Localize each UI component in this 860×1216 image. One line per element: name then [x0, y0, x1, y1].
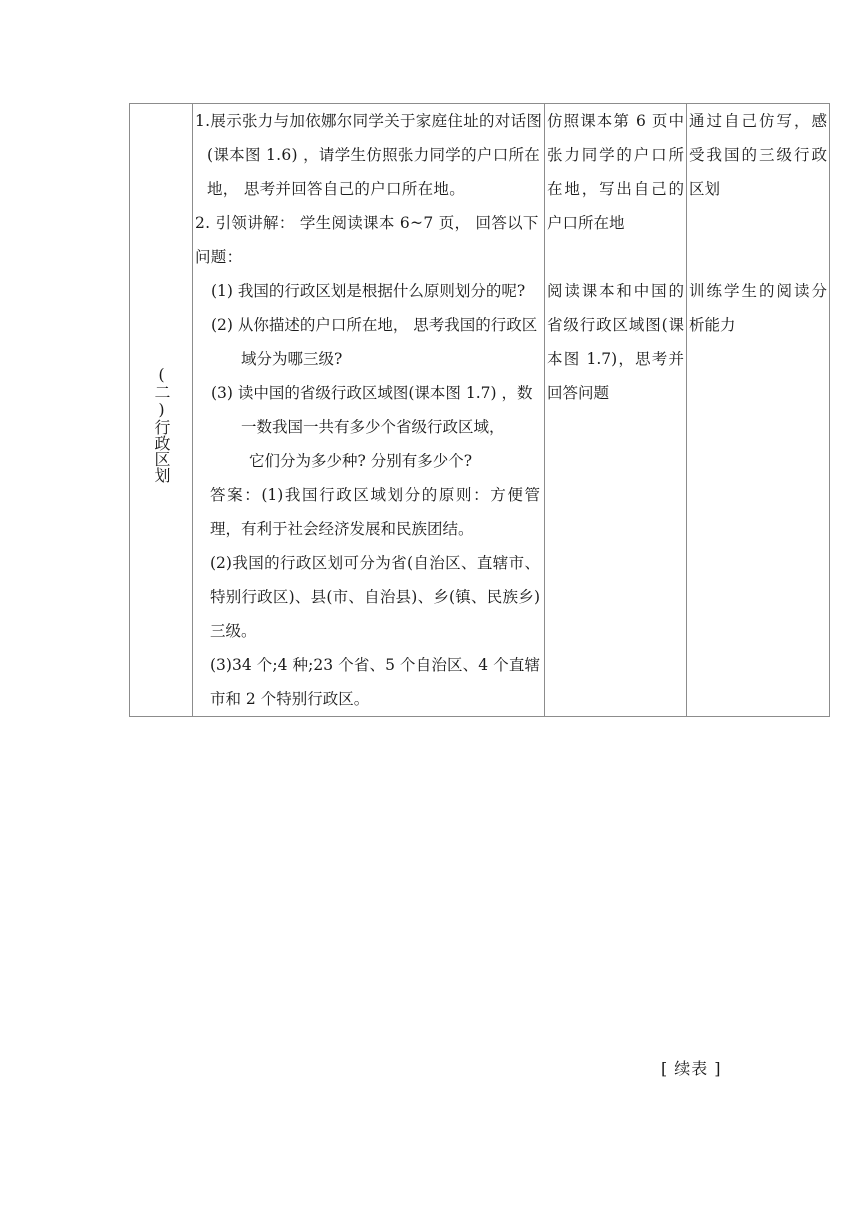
answer-3: (3)34 个;4 种;23 个省、5 个自治区、4 个直辖市和 2 个特别行政区。: [210, 656, 540, 708]
question-1: (1) 我国的行政区划是根据什么原则划分的呢?: [211, 282, 526, 300]
question-3: (3) 读中国的省级行政区域图(课本图 1.7) ，数一数我国一共有多少个省级行政区域，: [211, 384, 533, 436]
answer-2: (2)我国的行政区划可分为省(自治区、直辖市、特别行政区)、县(市、自治县)、乡(镇、民族乡)三级。: [210, 554, 540, 640]
section-title-cell: [130, 104, 193, 717]
question-3-tail: 它们分为多少种? 分别有多少个?: [249, 452, 473, 470]
spacer: [545, 240, 686, 274]
student-activity-cell: [545, 104, 687, 717]
design-intent-cell: [687, 104, 830, 717]
design-intent-2: 训练学生的阅读分析能力: [689, 282, 827, 334]
student-activity-2: 阅读课本和中国的省级行政区域图(课本图 1.7)，思考并回答问题: [547, 282, 684, 402]
student-activity-1: 仿照课本第 6 页中张力同学的户口所在地，写出自己的户口所在地: [547, 112, 684, 232]
question-2: (2) 从你描述的户口所在地， 思考我国的行政区域分为哪三级?: [211, 316, 538, 368]
bracket-close: ]: [714, 1059, 722, 1078]
table-row: [130, 104, 830, 717]
continued-label: 续表: [674, 1059, 709, 1078]
lesson-plan-table: [129, 103, 830, 717]
teacher-activity-cell: [193, 104, 545, 717]
spacer: [687, 240, 829, 274]
bracket-open: [: [661, 1059, 669, 1078]
spacer: [687, 206, 829, 240]
guide-text: 2. 引领讲解： 学生阅读课本 6~7 页， 回答以下问题：: [195, 214, 539, 266]
section-title: (二)行政区划: [152, 365, 171, 483]
continued-table-label: [661, 1056, 722, 1079]
design-intent-1: 通过自己仿写，感受我国的三级行政区划: [689, 112, 827, 198]
intro-text: 1.展示张力与加依娜尔同学关于家庭住址的对话图(课本图 1.6) ，请学生仿照张力同学的户口所在地， 思考并回答自己的户口所在地。: [195, 112, 543, 198]
answer-1: 答案：(1)我国行政区域划分的原则：方便管理，有利于社会经济发展和民族团结。: [210, 486, 540, 538]
